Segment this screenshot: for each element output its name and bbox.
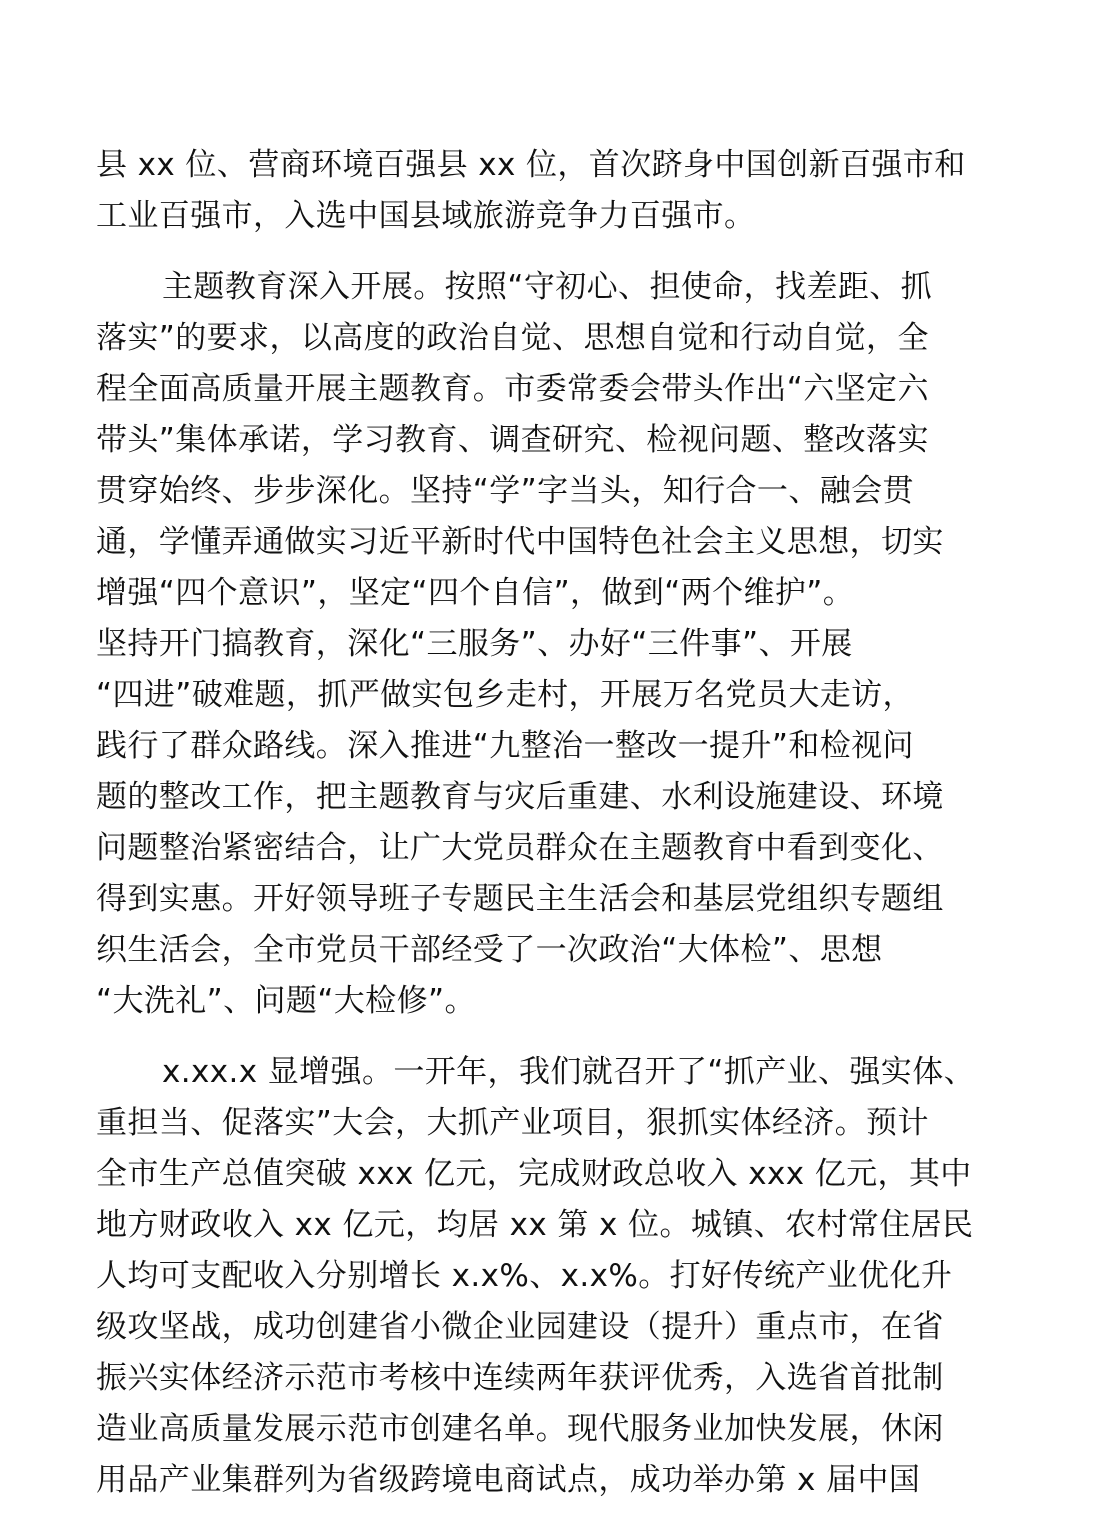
text-line: 坚持开门搞教育，深化“三服务”、办好“三件事”、开展	[96, 626, 853, 662]
text-line: 题的整改工作，把主题教育与灾后重建、水利设施建设、环境	[96, 779, 944, 815]
text-line: x.xx.x 显增强。一开年，我们就召开了“抓产业、强实体、	[162, 1054, 976, 1090]
text-line: 县 xx 位、营商环境百强县 xx 位，首次跻身中国创新百强市和	[96, 147, 966, 183]
text-line: 贯穿始终、步步深化。坚持“学”字当头，知行合一、融会贯	[96, 473, 914, 509]
document-body	[96, 140, 1001, 1506]
text-line: 级攻坚战，成功创建省小微企业园建设（提升）重点市，在省	[96, 1309, 944, 1345]
text-line: 得到实惠。开好领导班子专题民主生活会和基层党组织专题组	[96, 881, 944, 917]
text-line: 织生活会，全市党员干部经受了一次政治“大体检”、思想	[96, 932, 883, 968]
text-line: 通，学懂弄通做实习近平新时代中国特色社会主义思想，切实	[96, 524, 944, 560]
text-line: 践行了群众路线。深入推进“九整治一整改一提升”和检视问	[96, 728, 914, 764]
text-line: 工业百强市，入选中国县域旅游竞争力百强市。	[96, 198, 756, 234]
text-line: 地方财政收入 xx 亿元，均居 xx 第 x 位。城镇、农村常住居民	[96, 1207, 974, 1243]
text-line: 主题教育深入开展。按照“守初心、担使命，找差距、抓	[162, 269, 933, 305]
text-line: 程全面高质量开展主题教育。市委常委会带头作出“六坚定六	[96, 371, 929, 407]
text-line: 振兴实体经济示范市考核中连续两年获评优秀，入选省首批制	[96, 1360, 944, 1396]
text-line: 带头”集体承诺，学习教育、调查研究、检视问题、整改落实	[96, 422, 929, 458]
text-line: 人均可支配收入分别增长 x.x%、x.x%。打好传统产业优化升	[96, 1258, 953, 1294]
text-line: 造业高质量发展示范市创建名单。现代服务业加快发展，休闲	[96, 1411, 944, 1447]
paragraph-1	[96, 140, 1001, 242]
text-line: “大洗礼”、问题“大检修”。	[96, 983, 476, 1019]
text-line: 用品产业集群列为省级跨境电商试点，成功举办第 x 届中国	[96, 1462, 921, 1498]
text-line: 全市生产总值突破 xxx 亿元，完成财政总收入 xxx 亿元，其中	[96, 1156, 972, 1192]
text-line: 问题整治紧密结合，让广大党员群众在主题教育中看到变化、	[96, 830, 944, 866]
paragraph-3	[96, 1047, 1001, 1506]
text-line: 落实”的要求，以高度的政治自觉、思想自觉和行动自觉，全	[96, 320, 929, 356]
text-line: “四进”破难题，抓严做实包乡走村，开展万名党员大走访，	[96, 677, 914, 713]
text-line: 增强“四个意识”，坚定“四个自信”，做到“两个维护”。	[96, 575, 855, 611]
text-line: 重担当、促落实”大会，大抓产业项目，狠抓实体经济。预计	[96, 1105, 929, 1141]
paragraph-2	[96, 262, 1001, 1027]
